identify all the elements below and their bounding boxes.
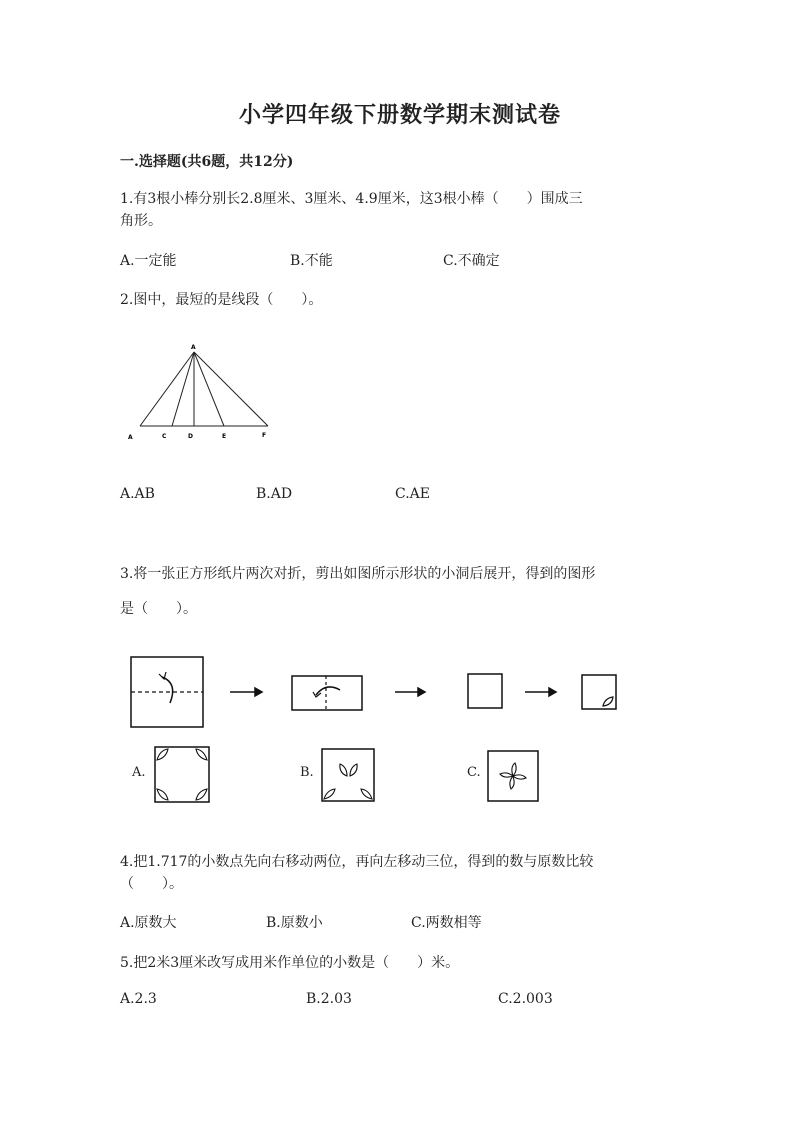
q2-option-b: B.AD [256, 486, 293, 502]
page-title: 小学四年级下册数学期末测试卷 [238, 103, 561, 128]
arrow-right-icon [395, 688, 425, 696]
q2-option-a: A.AB [120, 486, 155, 502]
q3-option-b-label: B. [300, 765, 314, 780]
fold-step-2-rectangle [292, 676, 362, 710]
arrow-right-icon [525, 688, 556, 696]
question-3-text: 3.将一张正方形纸片两次对折，剪出如图所示形状的小洞后展开，得到的图形 [120, 566, 596, 582]
leaf-cut-icon [603, 697, 613, 706]
arrow-right-icon [230, 688, 262, 696]
q4-option-c: C.两数相等 [411, 915, 482, 931]
answer-a-figure [155, 747, 209, 802]
answer-b-figure [322, 749, 374, 801]
section-heading: 一.选择题(共6题，共12分) [120, 154, 294, 170]
point-label-a: A [128, 434, 133, 441]
q1-option-c: C.不确定 [443, 253, 500, 269]
q2-option-c: C.AE [395, 486, 430, 502]
question-2-text: 2.图中，最短的是线段（ ）。 [120, 292, 323, 308]
point-label-d: D [188, 433, 193, 440]
point-label-f: F [262, 432, 267, 439]
q1-option-b: B.不能 [290, 253, 333, 269]
question-3-text-cont: 是（ ）。 [120, 601, 197, 617]
q5-option-b: B.2.03 [306, 991, 352, 1007]
q5-option-c: C.2.003 [498, 991, 553, 1007]
fold-step-3-square [468, 674, 502, 708]
point-label-e: E [222, 433, 227, 440]
point-label-top: A [191, 344, 196, 351]
question-5-text: 5.把2米3厘米改写成用米作单位的小数是（ ）米。 [120, 955, 460, 971]
fold-curve-arrow-icon [162, 677, 173, 703]
question-1-text-cont: 角形。 [120, 213, 162, 229]
question-4-text: 4.把1.717的小数点先向右移动两位，再向左移动三位，得到的数与原数比较 [120, 854, 594, 870]
q3-option-c-label: C. [467, 765, 481, 780]
point-label-c: C [162, 433, 167, 440]
q3-option-a-label: A. [132, 765, 146, 780]
q5-option-a: A.2.3 [120, 991, 157, 1007]
q4-option-b: B.原数小 [266, 915, 323, 931]
question-4-text-cont: （ ）。 [120, 876, 183, 892]
q4-option-a: A.原数大 [120, 915, 177, 931]
question-1-text: 1.有3根小棒分别长2.8厘米、3厘米、4.9厘米，这3根小棒（ ）围成三 [120, 191, 583, 207]
fold-step-4-cut-square [582, 675, 616, 709]
q1-option-a: A.一定能 [120, 253, 177, 269]
